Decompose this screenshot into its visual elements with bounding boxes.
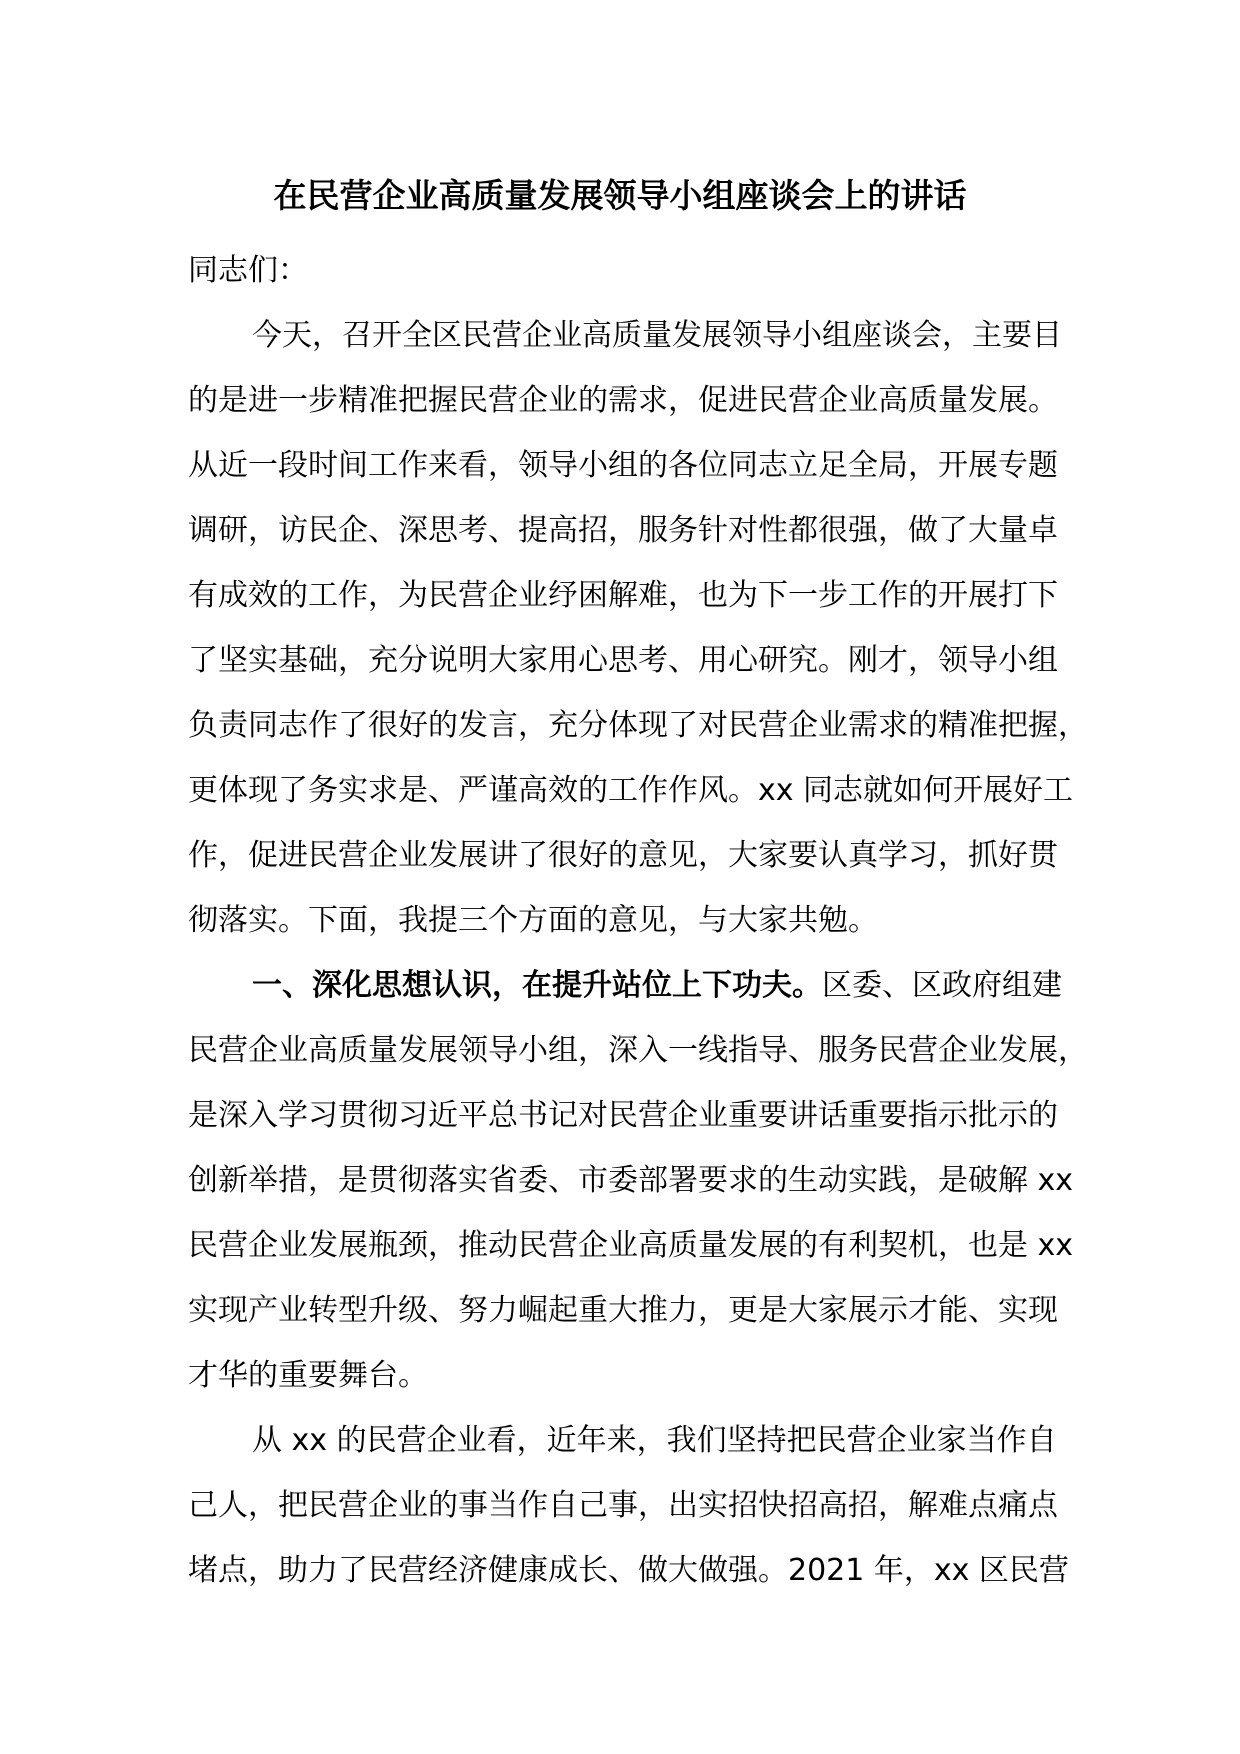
text-line: 实现产业转型升级、努力崛起重大推力，更是大家展示才能、实现	[188, 1293, 1058, 1328]
section-heading: 一、深化思想认识，在提升站位上下功夫。	[252, 968, 822, 1003]
paragraph-local-enterprises	[188, 1408, 1088, 1603]
text-line: 调研，访民企、深思考、提高招，服务针对性都很强，做了大量卓	[188, 513, 1058, 548]
text-line: 堵点，助力了民营经济健康成长、做大做强。2021 年，xx 区民营	[188, 1553, 1069, 1588]
document-title: 在民营企业高质量发展领导小组座谈会上的讲话	[273, 176, 967, 215]
text-line: 从 xx 的民营企业看，近年来，我们坚持把民营企业家当作自	[252, 1423, 1057, 1458]
text-line	[188, 953, 1088, 1018]
text-line: 创新举措，是贯彻落实省委、市委部署要求的生动实践，是破解 xx	[188, 1163, 1074, 1198]
text-line: 从近一段时间工作来看，领导小组的各位同志立足全局，开展专题	[188, 448, 1058, 483]
text-line: 民营企业发展瓶颈，推动民营企业高质量发展的有利契机，也是 xx	[188, 1228, 1074, 1263]
text-line: 的是进一步精准把握民营企业的需求，促进民营企业高质量发展。	[188, 383, 1058, 418]
text-line: 更体现了务实求是、严谨高效的工作作风。xx 同志就如何开展好工	[188, 773, 1074, 808]
text-line: 有成效的工作，为民营企业纾困解难，也为下一步工作的开展打下	[188, 578, 1058, 613]
paragraph-section-1	[188, 953, 1088, 1408]
text-line: 负责同志作了很好的发言，充分体现了对民营企业需求的精准把握，	[188, 708, 1088, 743]
paragraph-opening	[188, 303, 1088, 953]
salutation: 同志们：	[188, 253, 308, 288]
text-line: 是深入学习贯彻习近平总书记对民营企业重要讲话重要指示批示的	[188, 1098, 1058, 1133]
text-line: 了坚实基础，充分说明大家用心思考、用心研究。刚才，领导小组	[188, 643, 1058, 678]
section-heading-rest: 区委、区政府组建	[822, 968, 1062, 1003]
text-line: 己人，把民营企业的事当作自己事，出实招快招高招，解难点痛点	[188, 1488, 1058, 1523]
text-line: 今天，召开全区民营企业高质量发展领导小组座谈会，主要目	[252, 318, 1062, 353]
text-line: 民营企业高质量发展领导小组，深入一线指导、服务民营企业发展，	[188, 1033, 1088, 1068]
text-line: 作，促进民营企业发展讲了很好的意见，大家要认真学习，抓好贯	[188, 838, 1058, 873]
document-body	[188, 238, 1088, 1603]
text-line: 彻落实。下面，我提三个方面的意见，与大家共勉。	[188, 903, 878, 938]
text-line: 才华的重要舞台。	[188, 1358, 428, 1393]
